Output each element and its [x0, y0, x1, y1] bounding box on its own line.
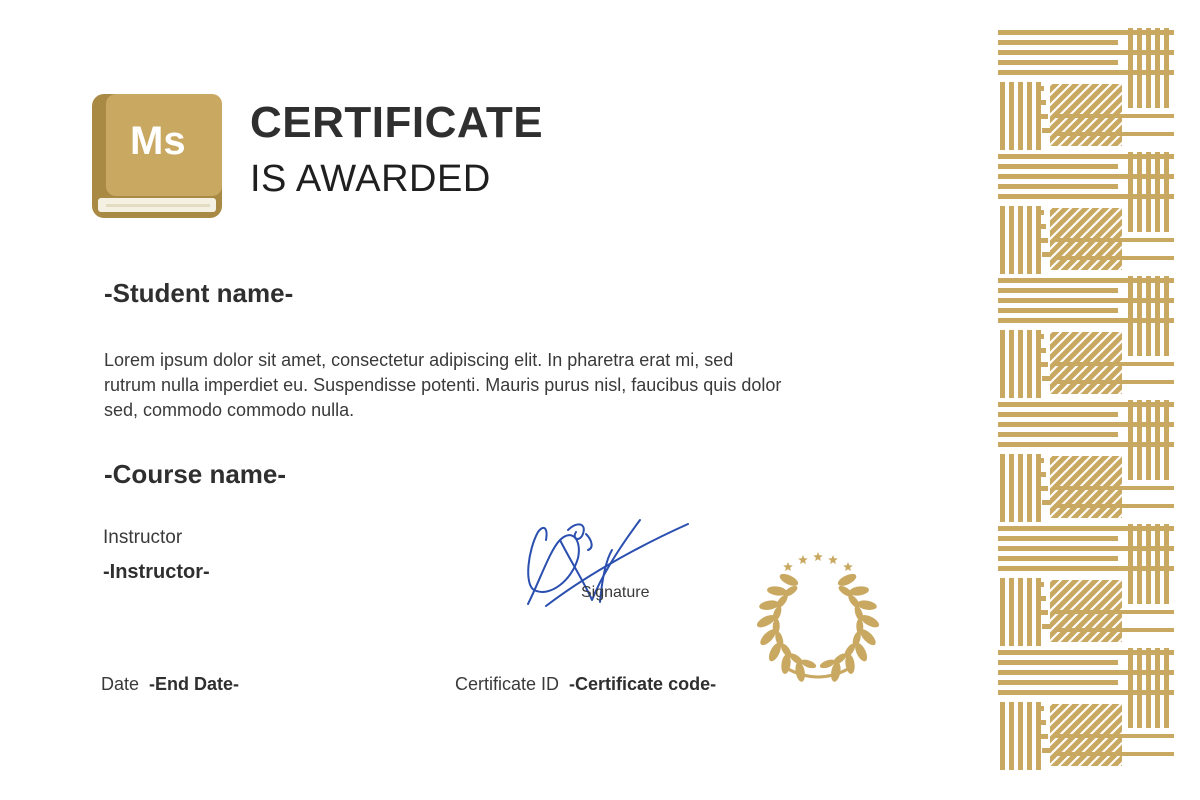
- description-text: Lorem ipsum dolor sit amet, consectetur adipiscing elit. In pharetra erat mi, sed rutrum nulla imperdiet eu. Suspendisse potenti. Mauris purus nisl, faucibus quis dolor sed, commodo commodo nulla.: [104, 350, 782, 420]
- decorative-pattern: [998, 28, 1174, 772]
- logo-book-icon: [92, 94, 224, 220]
- instructor-name: -Instructor-: [103, 561, 210, 583]
- certificate-id-value: -Certificate code-: [569, 674, 717, 694]
- certificate-title: CERTIFICATE: [250, 98, 544, 147]
- logo-monogram: Ms: [130, 119, 186, 163]
- certificate-id-row: [455, 674, 716, 695]
- course-name: -Course name-: [104, 459, 287, 489]
- certificate-id-label: Certificate ID: [455, 674, 560, 694]
- certificate-subtitle: IS AWARDED: [250, 158, 491, 200]
- student-name: -Student name-: [104, 278, 294, 308]
- date-label: Date: [101, 674, 140, 694]
- laurel-wreath-icon: [748, 545, 888, 690]
- date-value: -End Date-: [149, 674, 240, 694]
- instructor-label: Instructor: [103, 527, 183, 548]
- signature-label: Signature: [581, 584, 650, 601]
- date-row: [101, 674, 239, 695]
